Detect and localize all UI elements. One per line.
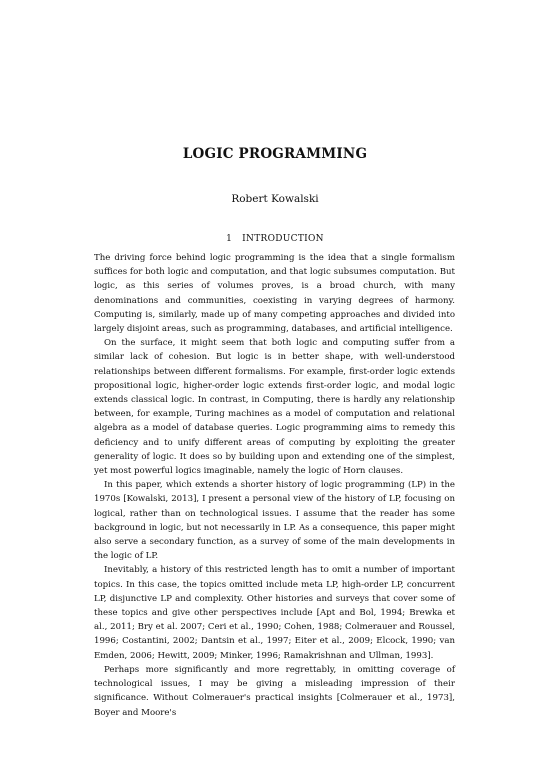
paragraph: Inevitably, a history of this restricted length has to omit a number of important topics. In this case, the topics omitted include meta LP, high-order LP, concurrent LP, disjunctive LP and complexity. Other histories and surveys that cover some of these topics and give other perspectives include [Apt and Bol, 1994; Brewka et al., 2011; Bry et al. 2007; Ceri et al., 1990; Cohen, 1988; Colmerauer and Roussel, 1996; Costantini, 2002; Dantsin et al., 1997; Eiter et al., 2009; Elcock, 1990; van Emden, 2006; Hewitt, 2009; Minker, 1996; Ramakrishnan and Ullman, 1993].: [94, 565, 455, 661]
section-heading: [0, 234, 550, 244]
paragraph: The driving force behind logic programming is the idea that a single formalism suffices for both logic and computation, and that logic subsumes computation. But logic, as this series of volumes proves, is a broad church, with many denominations and communities, coexisting in varying degrees of harmony. Computing is, similarly, made up of many competing approaches and divided into largely disjoint areas, such as programming, databases, and artificial intelligence.: [94, 253, 455, 335]
paragraph: In this paper, which extends a shorter history of logic programming (LP) in the 1970s [Kowalski, 2013], I present a personal view of the history of LP, focusing on logical, rather than on technological issues. I assume that the reader has some background in logic, but not necessarily in LP. As a consequence, this paper might also serve a secondary function, as a survey of some of the main developments in the logic of LP.: [94, 480, 455, 562]
paragraph: On the surface, it might seem that both logic and computing suffer from a similar lack of cohesion. But logic is in better shape, with well-understood relationships between different formalisms. For example, first-order logic extends propositional logic, higher-order logic extends first-order logic, and modal logic extends classical logic. In contrast, in Computing, there is hardly any relationship between, for example, Turing machines as a model of computation and relational algebra as a model of database queries. Logic programming aims to remedy this deficiency and to unify different areas of computing by exploiting the greater generality of logic. It does so by building upon and extending one of the simplest, yet most powerful logics imaginable, namely the logic of Horn clauses.: [94, 338, 455, 477]
body-text: [94, 251, 455, 720]
paragraph: Perhaps more significantly and more regrettably, in omitting coverage of technological issues, I may be giving a misleading impression of their significance. Without Colmerauer's practical insights [Colmerauer et al., 1973], Boyer and Moore's: [94, 664, 455, 718]
section-number: 1: [226, 234, 233, 244]
section-title: INTRODUCTION: [242, 234, 324, 244]
author-name: Robert Kowalski: [231, 193, 319, 205]
paper-title: LOGIC PROGRAMMING: [182, 146, 368, 162]
